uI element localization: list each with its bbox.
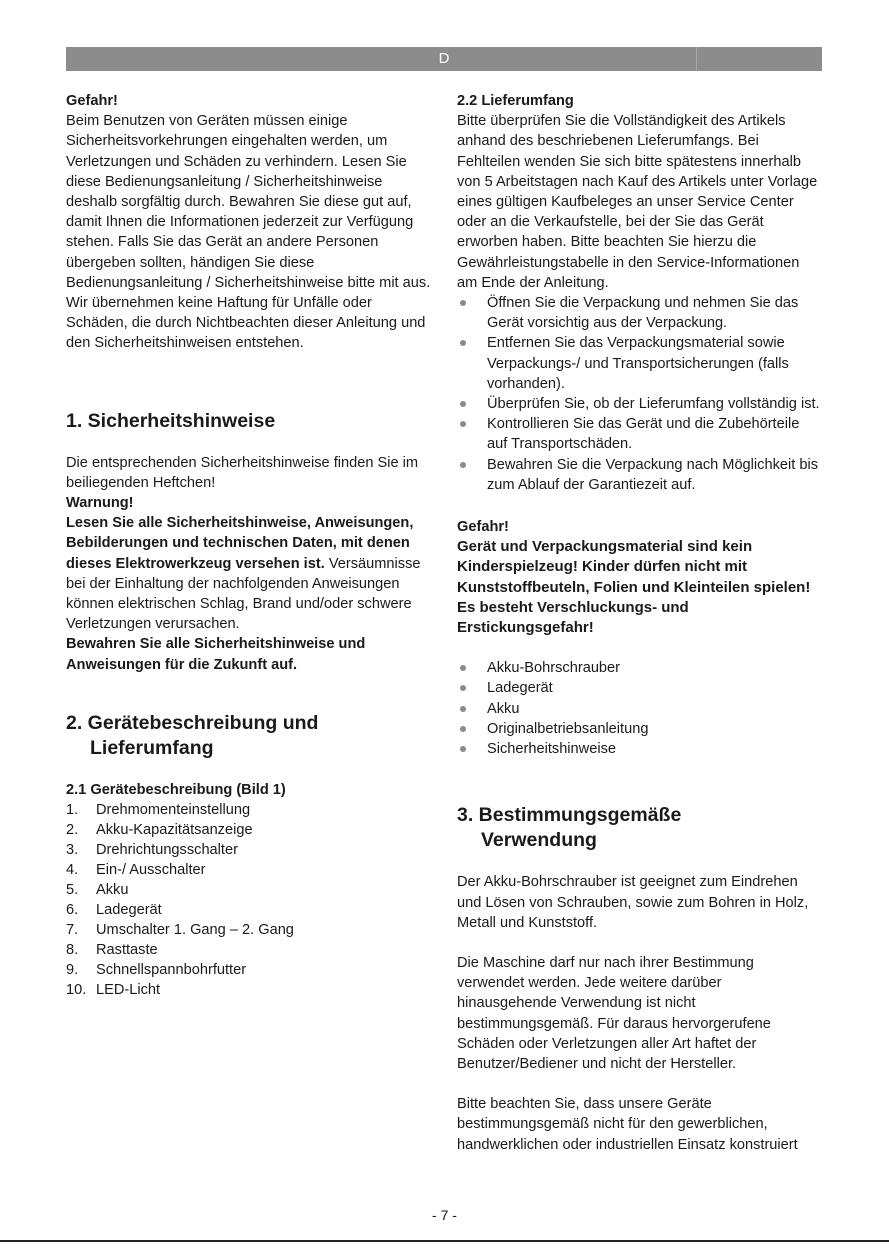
warning-paragraph	[66, 513, 436, 634]
danger-title: Gefahr!	[457, 519, 509, 536]
list-item: Akku	[457, 699, 823, 719]
section-3-paragraph-1: Der Akku-Bohrschrauber ist geeignet zum Eindrehen und Lösen von Schrauben, sowie zum Bohren in Holz, Metall und Kunststoff.	[457, 874, 809, 931]
keep-instructions: Bewahren Sie alle Sicherheitshinweise und Anweisungen für die Zukunft auf.	[66, 636, 366, 673]
contents-list	[457, 658, 823, 759]
unpacking-steps	[457, 293, 823, 495]
list-item: 9. Schnellspannbohrfutter	[66, 962, 247, 979]
list-item: 8. Rasttaste	[66, 942, 158, 959]
left-column	[66, 91, 436, 1000]
section-3-heading-line2: Verwendung	[481, 829, 597, 852]
list-item: 1. Drehmomenteinstellung	[66, 802, 251, 819]
section-2-heading-line2: Lieferumfang	[90, 736, 214, 759]
page-number: - 7 -	[432, 1207, 457, 1223]
section-2-1-heading: 2.1 Gerätebeschreibung (Bild 1)	[66, 781, 286, 798]
section-3-paragraph-2: Die Maschine darf nur nach ihrer Bestimmung verwendet werden. Jede weitere darüber hinausgehende Verwendung ist nicht bestimmungsgemäß. Für daraus hervorgerufene Schäden oder Verletzungen aller Art haftet der Benutzer/Bediener und nicht der Hersteller.	[457, 954, 771, 1072]
section-3-heading-line1: 3. Bestimmungsgemäße	[457, 804, 682, 827]
header-bar	[66, 47, 822, 71]
section-2-heading	[66, 711, 436, 761]
list-item: Überprüfen Sie, ob der Lieferumfang vollständig ist.	[457, 394, 823, 414]
list-item: 5. Akku	[66, 882, 129, 899]
parts-list	[66, 800, 436, 1000]
warning-bold: Lesen Sie alle Sicherheitshinweise, Anweisungen, Bebilderungen und technischen Daten, mit denen dieses Elektrowerkzeug versehen ist.	[66, 515, 414, 572]
list-item: Öffnen Sie die Verpackung und nehmen Sie das Gerät vorsichtig aus der Verpackung.	[457, 293, 823, 333]
section-2-heading-line1: 2. Gerätebeschreibung und	[66, 711, 319, 734]
list-item: Bewahren Sie die Verpackung nach Möglichkeit bis zum Ablauf der Garantiezeit auf.	[457, 455, 823, 495]
language-label: D	[438, 50, 450, 67]
right-column	[457, 91, 823, 1155]
section-3-paragraph-3: Bitte beachten Sie, dass unsere Geräte bestimmungsgemäß nicht für den gewerblichen, handwerklichen oder industriellen Einsatz konstruiert	[457, 1096, 798, 1153]
intro-body: Beim Benutzen von Geräten müssen einige Sicherheitsvorkehrungen eingehalten werden, um Verletzungen und Schäden zu verhindern. Lesen Sie diese Bedienungsanleitung / Sicherheitshinweise deshalb sorgfältig durch. Bewahren Sie diese gut auf, damit Ihnen die Informationen jederzeit zur Verfügung stehen. Falls Sie das Gerät an andere Personen übergeben sollten, händigen Sie diese Bedienungsanleitung / Sicherheitshinweise bitte mit aus. Wir übernehmen keine Haftung für Unfälle oder Schäden, die durch Nichtbeachten dieser Anleitung und den Sicherheitshinweisen entstehen.	[66, 113, 431, 352]
section-1-intro: Die entsprechenden Sicherheitshinweise finden Sie im beiliegenden Heftchen!	[66, 454, 419, 491]
warning-text: Versäumnisse bei der Einhaltung der nachfolgenden Anweisungen können elektrischen Schlag, Brand und/oder schwere Verletzungen verursachen.	[66, 555, 421, 633]
list-item: Kontrollieren Sie das Gerät und die Zubehörteile auf Transportschäden.	[457, 414, 823, 454]
list-item: Akku-Bohrschrauber	[457, 658, 823, 678]
list-item: 4. Ein-/ Ausschalter	[66, 862, 206, 879]
list-item: Ladegerät	[457, 678, 823, 698]
danger-body: Gerät und Verpackungsmaterial sind kein Kinderspielzeug! Kinder dürfen nicht mit Kunststoffbeuteln, Folien und Kleinteilen spielen! Es besteht Verschluckungs- und Erstickungsgefahr!	[457, 538, 811, 637]
list-item: Originalbetriebsanleitung	[457, 719, 823, 739]
list-item: 3. Drehrichtungsschalter	[66, 842, 238, 859]
list-item: 10. LED-Licht	[66, 982, 161, 999]
section-2-2-body: Bitte überprüfen Sie die Vollständigkeit des Artikels anhand des beschriebenen Lieferumfangs. Bei Fehlteilen wenden Sie sich bitte spätestens innerhalb von 5 Arbeitstagen nach Kauf des Artikels unter Vorlage eines gültigen Kaufbeleges an unser Service Center oder an die Verkaufstelle, bei der Sie das Gerät erworben haben. Bitte beachten Sie hierzu die Gewährleistungstabelle in den Service-Informationen am Ende der Anleitung.	[457, 113, 818, 291]
header-divider	[696, 47, 697, 71]
section-1-heading: 1. Sicherheitshinweise	[66, 409, 276, 432]
warning-title: Warnung!	[66, 495, 134, 512]
list-item: Entfernen Sie das Verpackungsmaterial sowie Verpackungs-/ und Transportsicherungen (falls vorhanden).	[457, 333, 823, 394]
list-item: 6. Ladegerät	[66, 902, 162, 919]
bottom-rule	[0, 1240, 889, 1242]
list-item: 7. Umschalter 1. Gang – 2. Gang	[66, 922, 294, 939]
section-2-2-heading: 2.2 Lieferumfang	[457, 93, 574, 109]
list-item: Sicherheitshinweise	[457, 739, 823, 759]
intro-title: Gefahr!	[66, 93, 118, 109]
list-item: 2. Akku-Kapazitätsanzeige	[66, 822, 253, 839]
section-3-heading	[457, 803, 823, 853]
